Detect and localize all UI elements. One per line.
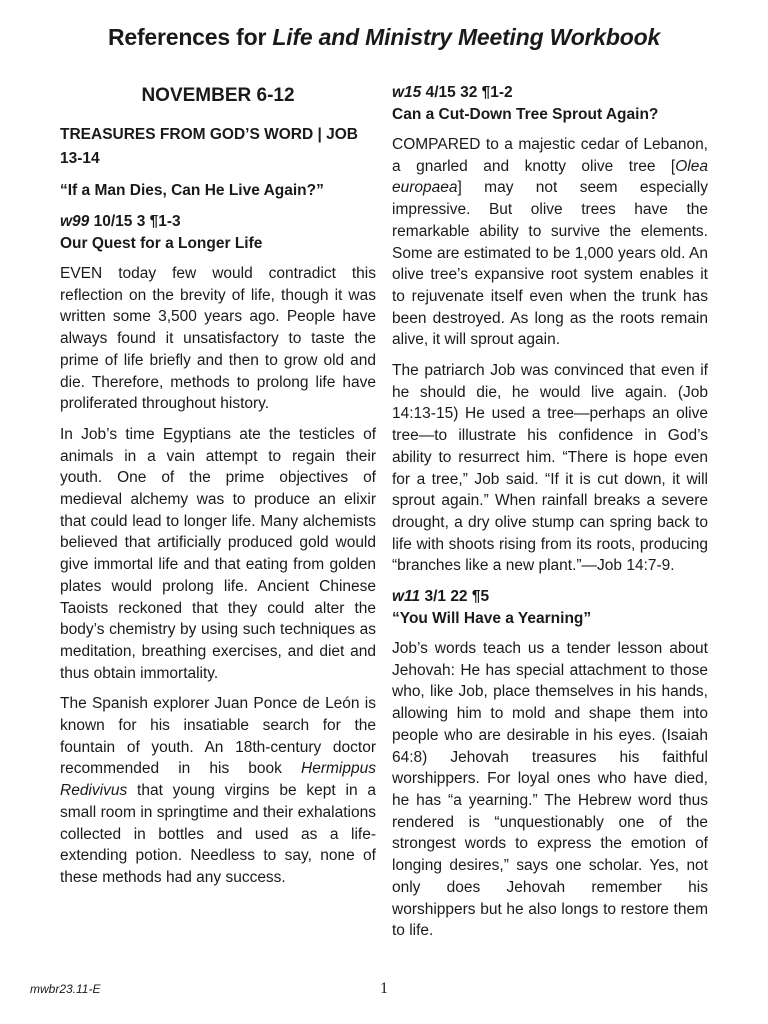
article-title-3: “You Will Have a Yearning” — [392, 610, 592, 628]
reference-line-2 — [392, 82, 708, 104]
publication-code: mwbr23.11-E — [30, 982, 101, 996]
paragraph-2: In Job’s time Egyptians ate the testicles of animals in a vain attempt to regain their youth. One of the prime objectives of medieval alchemy was to produce an elixir that could lead to longer life. Many alchemists believed that artificially produced gold would give immortal life and that eating from golden plates would prolong life. Ancient Chinese Taoists reckoned that they could alter the body’s chemistry by using such techniques as meditation, breathing exercises, and diet and thus obtain immortality. — [60, 425, 376, 682]
reference-pub: w99 — [60, 213, 90, 230]
week-heading: NOVEMBER 6-12 — [141, 85, 295, 106]
title-italic: Life and Ministry Meeting Workbook — [272, 24, 661, 50]
reference-line-1 — [60, 211, 376, 233]
paragraph-1: EVEN today few would contradict this reflection on the brevity of life, though it was written some 3,500 years ago. People have always found it unsatisfactory to taste the prime of life briefly and then to grow old and die. Therefore, methods to prolong life have proliferated throughout history. — [60, 265, 376, 413]
reference-detail: 3/1 22 ¶5 — [420, 588, 490, 606]
article-title-1: Our Quest for a Longer Life — [60, 235, 263, 252]
paragraph-3-b: that young virgins be kept in a small room in springtime and their exhalations collected in bottles and used as a life-extending potion. Needless to say, none of these methods had any success. — [60, 782, 376, 886]
title-prefix: References for — [107, 24, 273, 50]
paragraph-4 — [392, 134, 708, 351]
reference-pub: w15 — [392, 84, 422, 101]
page-title — [0, 24, 768, 51]
paragraph-6: Job’s words teach us a tender lesson about Jehovah: He has special attachment to those who, like Job, place themselves in his hands, allowing him to mold and shape them into people who are desirable in his eyes. (Isaiah 64:8) Jehovah treasures his faithful worshippers. For loyal ones who have died, he has “a yearning.” The Hebrew word thus rendered is “unquestionably one of the strongest words to express the emotion of longing desires,” says one scholar. Yes, not only does Jehovah remember his worshippers but he also longs to restore them to life. — [392, 640, 708, 940]
paragraph-4-b: ] may not seem especially impressive. But olive trees have the remarkable ability to survive the elements. Some are estimated to be 1,000 years old. An olive tree’s expansive root system enables it to rejuvenate itself even when the trunk has been destroyed. As long as the roots remain alive, it will sprout again. — [392, 179, 708, 349]
reference-detail: 10/15 3 ¶1-3 — [89, 213, 181, 230]
left-column — [60, 80, 376, 898]
latin-name: Olea europaea — [392, 157, 708, 197]
reference-line-3 — [392, 586, 708, 608]
paragraph-5: The patriarch Job was convinced that even if he should die, he would live again. (Job 14:13-15) He used a tree—perhaps an olive tree—to illustrate his confidence in God’s ability to resurrect him. “There is hope even for a tree,” Job said. “If it is cut down, it will sprout again.” When rainfall breaks a severe drought, a dry olive stump can spring back to life with shoots rising from its roots, producing “branches like a new plant.”—Job 14:7-9. — [392, 362, 708, 575]
theme-heading: “If a Man Dies, Can He Live Again?” — [60, 182, 324, 199]
article-title-2: Can a Cut-Down Tree Sprout Again? — [392, 106, 659, 123]
right-column — [392, 80, 708, 951]
page-number: 1 — [380, 980, 388, 997]
reference-detail: 4/15 32 ¶1-2 — [421, 84, 513, 101]
book-title: Hermippus Redivivus — [60, 760, 376, 800]
section-heading: TREASURES FROM GOD’S WORD | JOB 13-14 — [60, 126, 358, 167]
paragraph-3 — [60, 693, 376, 888]
reference-pub: w11 — [392, 588, 421, 606]
paragraph-4-a: COMPARED to a majestic cedar of Lebanon, a gnarled and knotty olive tree [ — [392, 136, 708, 175]
paragraph-3-a: The Spanish explorer Juan Ponce de León is known for his insatiable search for the fountain of youth. An 18th-century doctor recommended in his book — [60, 695, 376, 778]
